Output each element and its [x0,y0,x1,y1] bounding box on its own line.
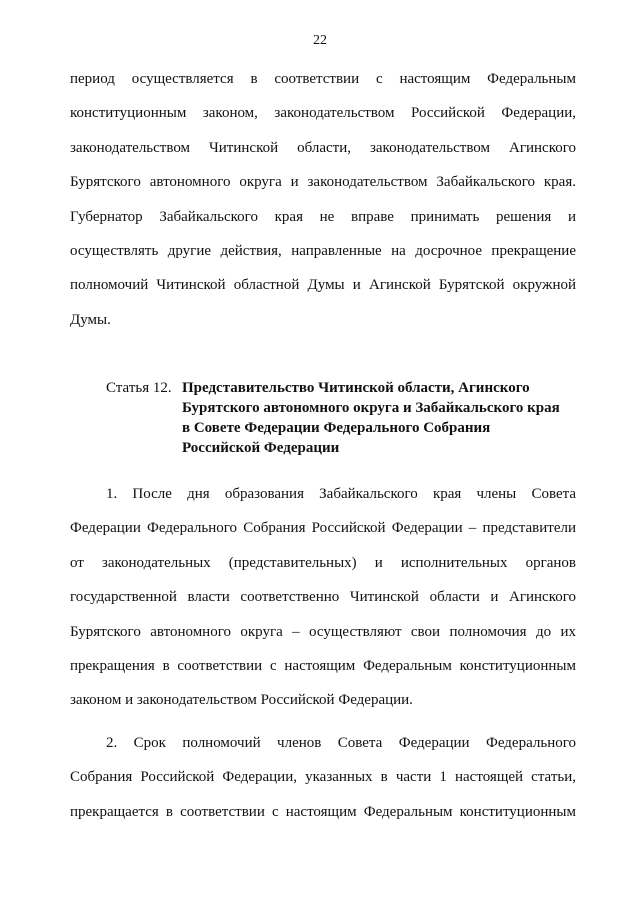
text-line: Собрания Российской Федерации, указанных в части 1 настоящей статьи, [70,769,576,786]
text-line: осуществлять другие действия, направленные на досрочное прекращение [70,243,576,260]
page-number: 22 [313,33,327,48]
text-line: государственной власти соответственно Читинской области и Агинского [70,589,576,606]
article-title [182,378,582,458]
text-line: период осуществляется в соответствии с настоящим Федеральным [70,71,576,87]
text-line: Бурятского автономного округа и законодательством Забайкальского края. [70,174,576,191]
text-line: Губернатор Забайкальского края не вправе принимать решения и [70,208,576,225]
article-label: Статья 12. [106,380,172,396]
article-title-line: Российской Федерации [182,440,340,456]
text-line: 2. Срок полномочий членов Совета Федерации Федерального [106,735,576,751]
article-title-line: Представительство Читинской области, Агинского [182,380,530,396]
text-line: Федерации Федерального Собрания Российской Федерации – представители [70,520,576,537]
article-title-line: в Совете Федерации Федерального Собрания [182,420,491,436]
article-title-line: Бурятского автономного округа и Забайкальского края [182,400,560,416]
intro-paragraph [70,62,576,337]
text-line: конституционным законом, законодательством Российской Федерации, [70,105,576,122]
text-line: от законодательных (представительных) и исполнительных органов [70,554,576,571]
clause-1-paragraph [70,477,576,718]
text-line: 1. После дня образования Забайкальского края члены Совета [106,486,576,502]
text-line: полномочий Читинской областной Думы и Агинской Бурятской окружной [70,277,576,294]
text-line: прекращения в соответствии с настоящим Федеральным конституционным [70,658,576,675]
clause-2-paragraph [70,726,576,829]
text-line: Думы. [70,311,111,328]
text-line: Бурятского автономного округа – осуществляют свои полномочия до их [70,623,576,640]
text-line: законом и законодательством Российской Федерации. [70,692,413,709]
text-line: законодательством Читинской области, законодательством Агинского [70,139,576,156]
text-line: прекращается в соответствии с настоящим Федеральным конституционным [70,803,576,820]
